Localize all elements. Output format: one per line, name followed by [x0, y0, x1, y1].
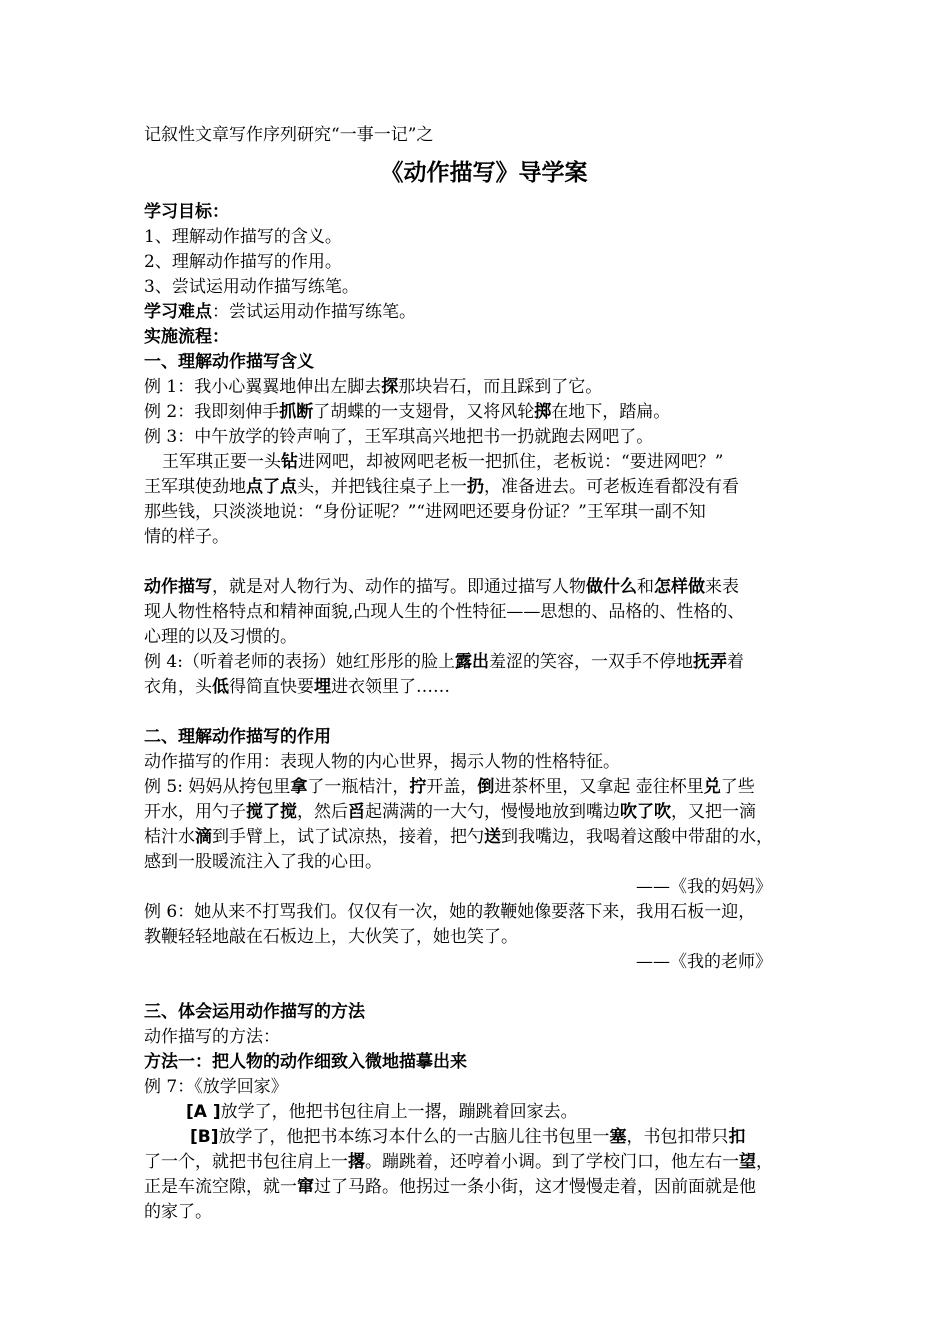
example-5: 桔汁水滴到手臂上，试了试凉热，接着，把勺送到我嘴边，我喝着这酸中带甜的水，: [144, 827, 773, 847]
example-5: 感到一股暖流注入了我的心田。: [144, 852, 382, 872]
objectives-heading: 学习目标：: [144, 202, 229, 222]
method-intro: 动作描写的方法：: [144, 1027, 280, 1047]
example-7-b: 正是车流空隙，就一窜过了马路。他拐过一条小街，这才慢慢走着，因前面就是他: [144, 1177, 756, 1197]
example-6: 例 6：她从来不打骂我们。仅仅有一次，她的教鞭她像要落下来，我用石板一迎，: [144, 902, 756, 922]
role-statement: 动作描写的作用：表现人物的内心世界，揭示人物的性格特征。: [144, 752, 620, 772]
example-7-b: 了一个，就把书包往肩上一撂。蹦跳着，还哼着小调。到了学校门口，他左右一望，: [144, 1152, 773, 1172]
example-3-paragraph: 王军琪使劲地点了点头，并把钱往桌子上一扔，准备进去。可老板连看都没有看: [144, 477, 739, 497]
method-1-heading: 方法一：把人物的动作细致入微地描摹出来: [144, 1052, 467, 1072]
definition: 动作描写，就是对人物行为、动作的描写。即通过描写人物做什么和怎样做来表: [144, 577, 739, 597]
page-title: 《动作描写》导学案: [380, 160, 588, 186]
example-6: 教鞭轻轻地敲在石板边上，大伙笑了，她也笑了。: [144, 927, 518, 947]
example-2: 例 2：我即刻伸手抓断了胡蝶的一支翅骨，又将风轮掷在地下，踏扁。: [144, 402, 671, 422]
example-7-title: 例 7：《放学回家》: [144, 1077, 288, 1097]
example-6-source: ——《我的老师》: [636, 952, 772, 972]
example-5-source: ——《我的妈妈》: [636, 877, 772, 897]
section-1-heading: 一、理解动作描写含义: [144, 352, 314, 372]
example-1: 例 1：我小心翼翼地伸出左脚去探那块岩石，而且踩到了它。: [144, 377, 603, 397]
example-3: 例 3：中午放学的铃声响了，王军琪高兴地把书一扔就跑去网吧了。: [144, 427, 654, 447]
objective-item: 2、理解动作描写的作用。: [144, 252, 342, 272]
difficulty-line: [144, 300, 824, 325]
process-heading: 实施流程：: [144, 327, 229, 347]
section-2-heading: 二、理解动作描写的作用: [144, 727, 331, 747]
difficulty-text: ：尝试运用动作描写练笔。: [212, 302, 416, 322]
example-4: 例 4:（听着老师的表扬）她红彤彤的脸上露出羞涩的笑容，一双手不停地抚弄着: [144, 652, 744, 672]
example-7-b: [B]放学了，他把书本练习本什么的一古脑儿往书包里一塞，书包扣带只扣: [190, 1127, 746, 1147]
example-7-b: 的家了。: [144, 1202, 212, 1222]
definition: 心理的以及习惯的。: [144, 627, 297, 647]
series-header: 记叙性文章写作序列研究“一事一记”之: [144, 125, 434, 145]
definition: 现人物性格特点和精神面貌,凸现人生的个性特征——思想的、品格的、性格的、: [144, 602, 745, 622]
example-7-a: [A ]放学了，他把书包往肩上一撂，蹦跳着回家去。: [186, 1102, 578, 1122]
objective-item: 3、尝试运用动作描写练笔。: [144, 277, 359, 297]
example-4: 衣角，头低得简直快要埋进衣领里了……: [144, 677, 450, 697]
example-5: 例 5: 妈妈从挎包里拿了一瓶桔汁，拧开盖，倒进茶杯里，又拿起 壶往杯里兑了些: [144, 777, 755, 797]
document-page: [144, 123, 824, 1225]
difficulty-label: 学习难点: [144, 302, 212, 322]
section-3-heading: 三、体会运用动作描写的方法: [144, 1002, 365, 1022]
example-3-paragraph: 情的样子。: [144, 527, 229, 547]
example-3-paragraph: 王军琪正要一头钻进网吧，却被网吧老板一把抓住，老板说：“要进网吧？”: [162, 452, 724, 472]
objective-item: 1、理解动作描写的含义。: [144, 227, 342, 247]
example-5: 开水，用勺子搅了搅，然后舀起满满的一大勺，慢慢地放到嘴边吹了吹，又把一滴: [144, 802, 756, 822]
example-3-paragraph: 那些钱，只淡淡地说：“身份证呢？”“进网吧还要身份证？”王军琪一副不知: [144, 502, 706, 522]
